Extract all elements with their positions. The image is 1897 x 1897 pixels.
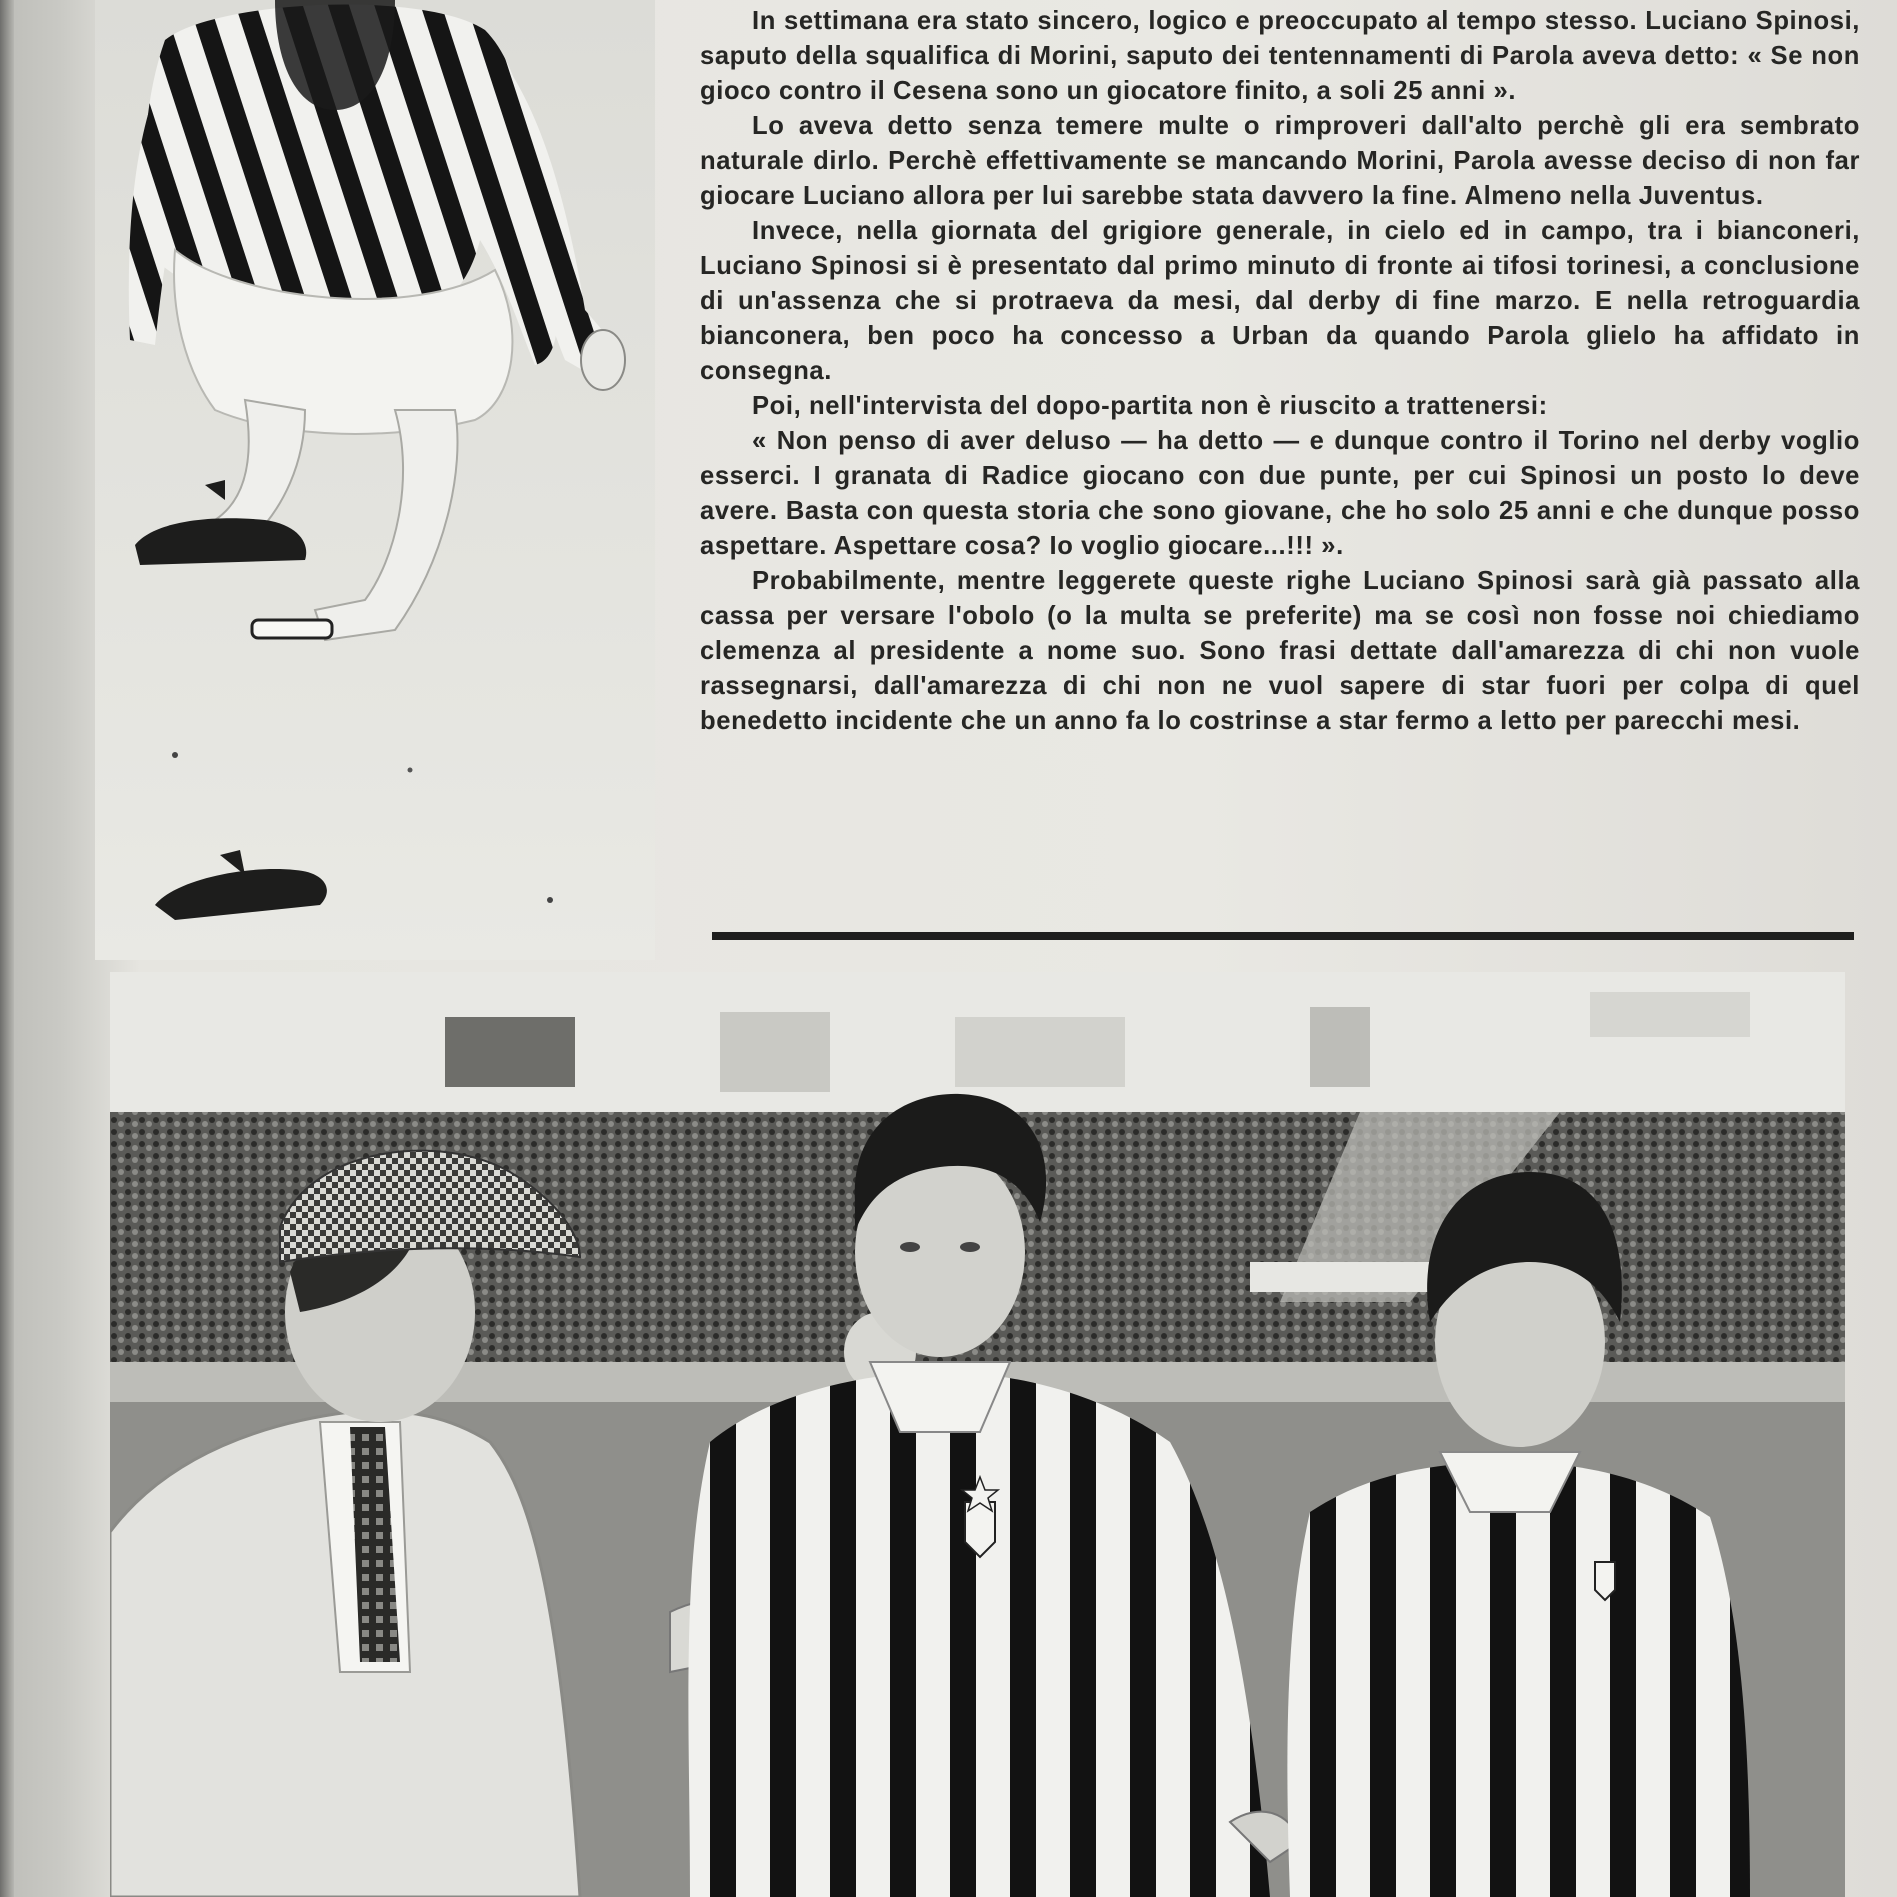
player-jumping-photo	[95, 0, 655, 960]
section-divider-rule	[712, 932, 1854, 940]
player-jumping-illustration	[95, 0, 655, 960]
article-body	[700, 4, 1860, 739]
article-paragraph-6: Probabilmente, mentre leggerete queste righe Luciano Spinosi sarà già passato alla cassa per versare l'obolo (o la multa se preferite) ma se così non fosse noi chiediamo clemenza al presidente a nome suo. Sono frasi dettate dall'amarezza di chi non vuole rassegnarsi, dall'amarezza di chi non ne vuol sapere di star fuori per colpa di quel benedetto incidente che un anno fa lo costrinse a star fermo a letto per parecchi mesi.	[700, 567, 1860, 735]
article-paragraph-1: In settimana era stato sincero, logico e preoccupato al tempo stesso. Luciano Spinosi, saputo della squalifica di Morini, saputo dei tentennamenti di Parola aveva detto: « Se non gioco contro il Cesena sono un giocatore finito, a soli 25 anni ».	[700, 7, 1860, 105]
article-paragraph-5: « Non penso di aver deluso — ha detto — e dunque contro il Torino nel derby voglio esserci. I granata di Radice giocano con due punte, per cui Spinosi un posto lo deve avere. Basta con questa storia che sono giovane, che ho solo 25 anni e che dunque posso aspettare. Aspettare cosa? Io voglio giocare...!!! ».	[700, 427, 1860, 560]
stadium-scene-illustration	[110, 972, 1845, 1897]
coach-and-players-photo	[110, 972, 1845, 1897]
page-binding-edge	[0, 0, 14, 1897]
article-paragraph-3: Invece, nella giornata del grigiore generale, in cielo ed in campo, tra i bianconeri, Luciano Spinosi si è presentato dal primo minuto di fronte ai tifosi torinesi, a conclusione di un'assenza che si protraeva da mesi, dal derby di fine marzo. E nella retroguardia bianconera, ben poco ha concesso a Urban da quando Parola glielo ha affidato in consegna.	[700, 217, 1860, 385]
article-paragraph-4: Poi, nell'intervista del dopo-partita non è riuscito a trattenersi:	[752, 392, 1548, 420]
article-paragraph-2: Lo aveva detto senza temere multe o rimproveri dall'alto perchè gli era sembrato naturale dirlo. Perchè effettivamente se mancando Morini, Parola avesse deciso di non far giocare Luciano allora per lui sarebbe stata davvero la fine. Almeno nella Juventus.	[700, 112, 1860, 210]
